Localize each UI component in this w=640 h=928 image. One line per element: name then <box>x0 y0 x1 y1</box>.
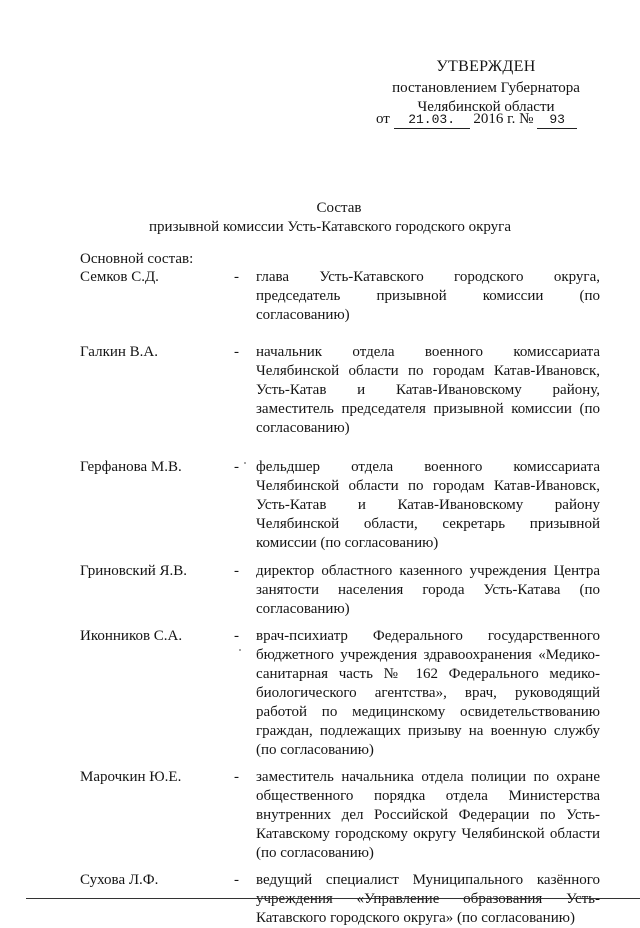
member-name: Герфанова М.В. <box>80 459 182 475</box>
heading-subtitle: призывной комиссии Усть-Катавского городского округа <box>149 219 511 235</box>
member-entry <box>80 458 600 553</box>
members-list <box>80 268 600 928</box>
member-name: Семков С.Д. <box>80 269 159 285</box>
member-name: Гриновский Я.В. <box>80 563 188 579</box>
member-name: Иконников С.А. <box>80 628 183 644</box>
approval-title: УТВЕРЖДЕН <box>436 58 536 75</box>
member-entry <box>80 343 600 438</box>
member-name: Сухова Л.Ф. <box>80 872 159 888</box>
member-dash: - <box>234 459 239 475</box>
member-dash: - <box>234 628 239 644</box>
member-name: Галкин В.А. <box>80 344 159 360</box>
member-dash: - <box>234 563 239 579</box>
scan-speck <box>244 462 246 464</box>
heading-title: Состав <box>316 200 362 216</box>
member-description: заместитель начальника отдела полиции по охране общественного порядка отдела Министерства внутренних дел Российской Федерации по Усть-Катавскому городскому округу Челябинской области (по согласованию) <box>256 769 600 861</box>
approval-line-2: Челябинской области <box>417 99 555 115</box>
approval-line-1: постановлением Губернатора <box>392 80 580 96</box>
member-entry <box>80 768 600 863</box>
decree-number: 93 <box>537 111 577 129</box>
member-description: врач-психиатр Федерального государственного бюджетного учреждения здравоохранения «Медико-санитарная часть № 162 Федерального медико-биологического агентства», врач, руководящий работой по медицинскому освидетельствованию граждан, подлежащих призыву на военную службу (по согласованию) <box>256 628 600 758</box>
member-entry <box>80 627 600 760</box>
member-description: ведущий специалист Муниципального казённого учреждения «Управление образования Усть-Катавского городского округа» (по согласованию) <box>256 872 600 926</box>
approval-date-line <box>376 110 577 129</box>
scan-speck <box>239 649 241 651</box>
member-description: фельдшер отдела военного комиссариата Челябинской области по городам Катав-Ивановск, Усть-Катав и Катав-Ивановскому району Челябинской области, секретарь призывной комиссии (по согласованию) <box>256 459 600 551</box>
member-description: начальник отдела военного комиссариата Челябинской области по городам Катав-Ивановск, Усть-Катав и Катав-Ивановскому району, заместитель председателя призывной комиссии (по согласованию) <box>256 344 600 436</box>
approval-stamp <box>383 57 589 117</box>
page-bottom-edge <box>26 898 640 899</box>
section-label: Основной состав: <box>80 251 194 267</box>
date-suffix: 2016 г. № <box>473 111 534 127</box>
date-prefix: от <box>376 111 390 127</box>
member-name: Марочкин Ю.Е. <box>80 769 182 785</box>
member-dash: - <box>234 269 239 285</box>
member-entry <box>80 562 600 619</box>
member-entry <box>80 871 600 928</box>
member-description: глава Усть-Катавского городского округа, председатель призывной комиссии (по согласованию) <box>256 269 600 323</box>
member-dash: - <box>234 872 239 888</box>
date-value: 21.03. <box>394 111 470 129</box>
member-entry <box>80 268 600 325</box>
member-dash: - <box>234 344 239 360</box>
document-heading <box>0 199 640 237</box>
member-dash: - <box>234 769 239 785</box>
member-description: директор областного казенного учреждения Центра занятости населения города Усть-Катава (по согласованию) <box>256 563 600 617</box>
